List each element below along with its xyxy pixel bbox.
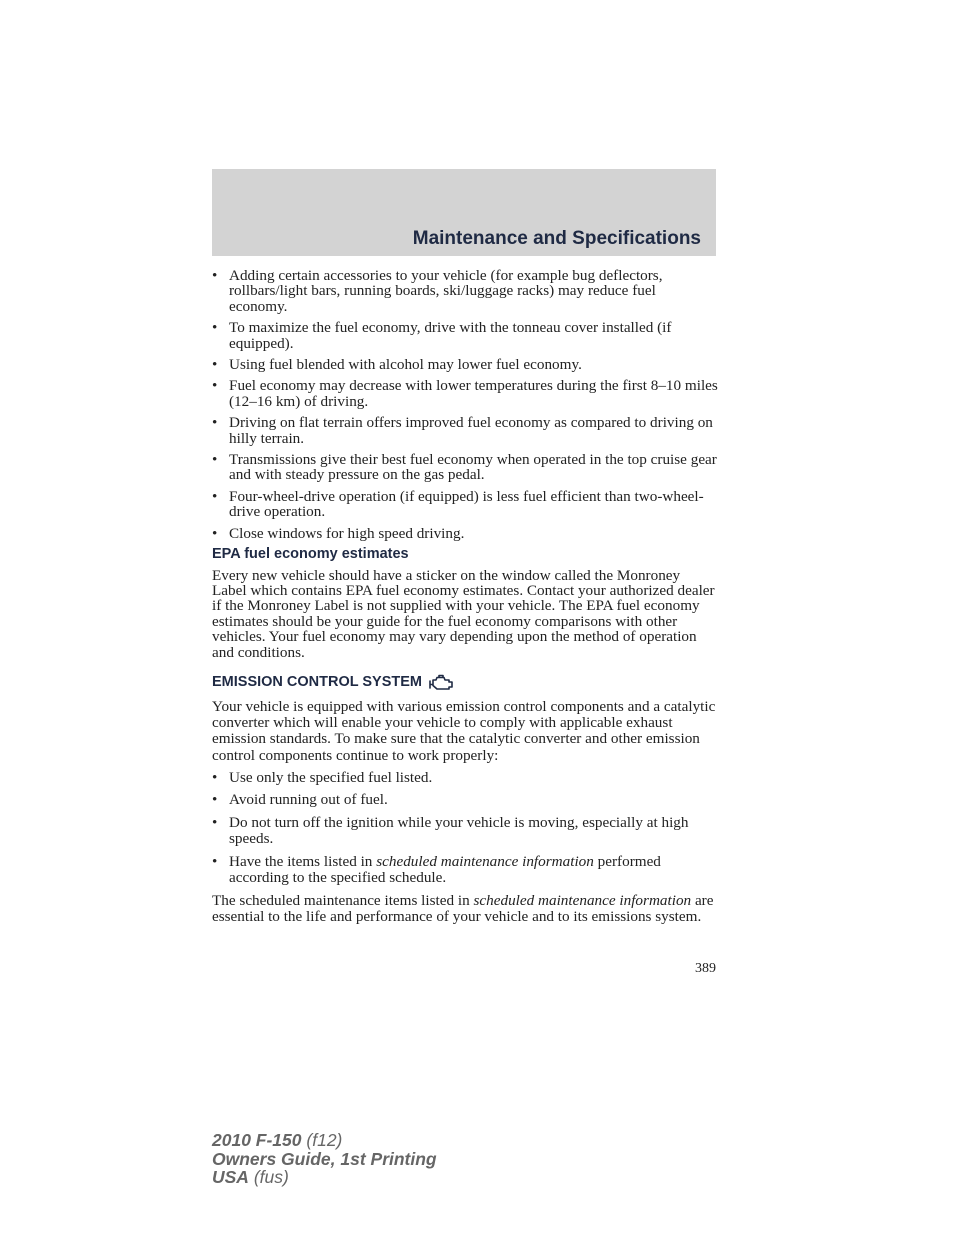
bullet-icon: • — [212, 524, 218, 542]
list-item: • Close windows for high speed driving. — [212, 524, 465, 542]
emission-closing-paragraph: The scheduled maintenance items listed in scheduled maintenance information are essential to the life and performance of your vehicle and to its emissions system. — [212, 891, 714, 925]
check-engine-icon — [427, 673, 457, 693]
list-item: • Transmissions give their best fuel economy when operated in the top cruise gear and with steady pressure on the gas pedal. — [212, 451, 717, 484]
list-item: • Avoid running out of fuel. — [212, 791, 388, 809]
emission-intro-paragraph: Your vehicle is equipped with various emission control components and a catalytic converter which will enable your vehicle to comply with applicable exhaust emission standards. To make sure that the catalytic converter and other emission control components continue to work properly: — [212, 697, 716, 764]
list-item: • Adding certain accessories to your vehicle (for example bug deflectors, rollbars/light bars, running boards, ski/luggage racks) may reduce fuel economy. — [212, 267, 663, 315]
bullet-icon: • — [212, 813, 218, 831]
bullet-icon: • — [212, 768, 218, 786]
list-item: • Fuel economy may decrease with lower temperatures during the first 8–10 miles (12–16 km) of driving. — [212, 377, 718, 410]
epa-paragraph: Every new vehicle should have a sticker on the window called the Monroney Label which contains EPA fuel economy estimates. Contact your authorized dealer if the Monroney Label is not supplied with your vehicle. The EPA fuel economy estimates should be your guide for the fuel economy comparisons with other vehicles. Your fuel economy may vary depending upon the method of operation and conditions. — [212, 566, 715, 661]
footer-line-region: USA (fus) — [212, 1167, 289, 1187]
emission-heading — [212, 673, 718, 693]
print-footer — [212, 1131, 437, 1187]
bullet-icon: • — [212, 356, 218, 374]
footer-line-guide: Owners Guide, 1st Printing — [212, 1148, 437, 1169]
bullet-icon: • — [212, 451, 218, 469]
bullet-icon: • — [212, 487, 218, 505]
section-header-band — [212, 169, 716, 256]
list-item: • Four-wheel-drive operation (if equipped) is less fuel efficient than two-wheel-drive operation. — [212, 487, 704, 521]
cross-reference: scheduled maintenance information — [376, 852, 594, 870]
emission-heading-text: EMISSION CONTROL SYSTEM — [212, 674, 423, 691]
list-item: • Do not turn off the ignition while your vehicle is moving, especially at high speeds. — [212, 813, 689, 848]
list-item: • Have the items listed in scheduled maintenance information performed according to the specified schedule. — [212, 852, 661, 887]
emission-tips-list — [212, 770, 718, 887]
bullet-icon: • — [212, 852, 218, 870]
page-content — [212, 268, 718, 931]
section-title: Maintenance and Specifications — [412, 228, 701, 249]
bullet-icon: • — [212, 791, 218, 809]
bullet-icon: • — [212, 267, 218, 284]
bullet-icon: • — [212, 319, 218, 337]
bullet-icon: • — [212, 414, 218, 432]
epa-heading: EPA fuel economy estimates — [212, 546, 409, 563]
list-item: • Driving on flat terrain offers improved fuel economy as compared to driving on hilly terrain. — [212, 414, 713, 447]
footer-line-model: 2010 F-150 (f12) — [212, 1130, 343, 1150]
cross-reference: scheduled maintenance information — [473, 891, 692, 909]
list-item: • To maximize the fuel economy, drive with the tonneau cover installed (if equipped). — [212, 319, 672, 352]
bullet-icon: • — [212, 377, 218, 395]
page-number: 389 — [695, 961, 716, 976]
list-item: • Use only the specified fuel listed. — [212, 768, 433, 786]
fuel-economy-tips-list — [212, 268, 718, 541]
list-item: • Using fuel blended with alcohol may lower fuel economy. — [212, 356, 582, 374]
